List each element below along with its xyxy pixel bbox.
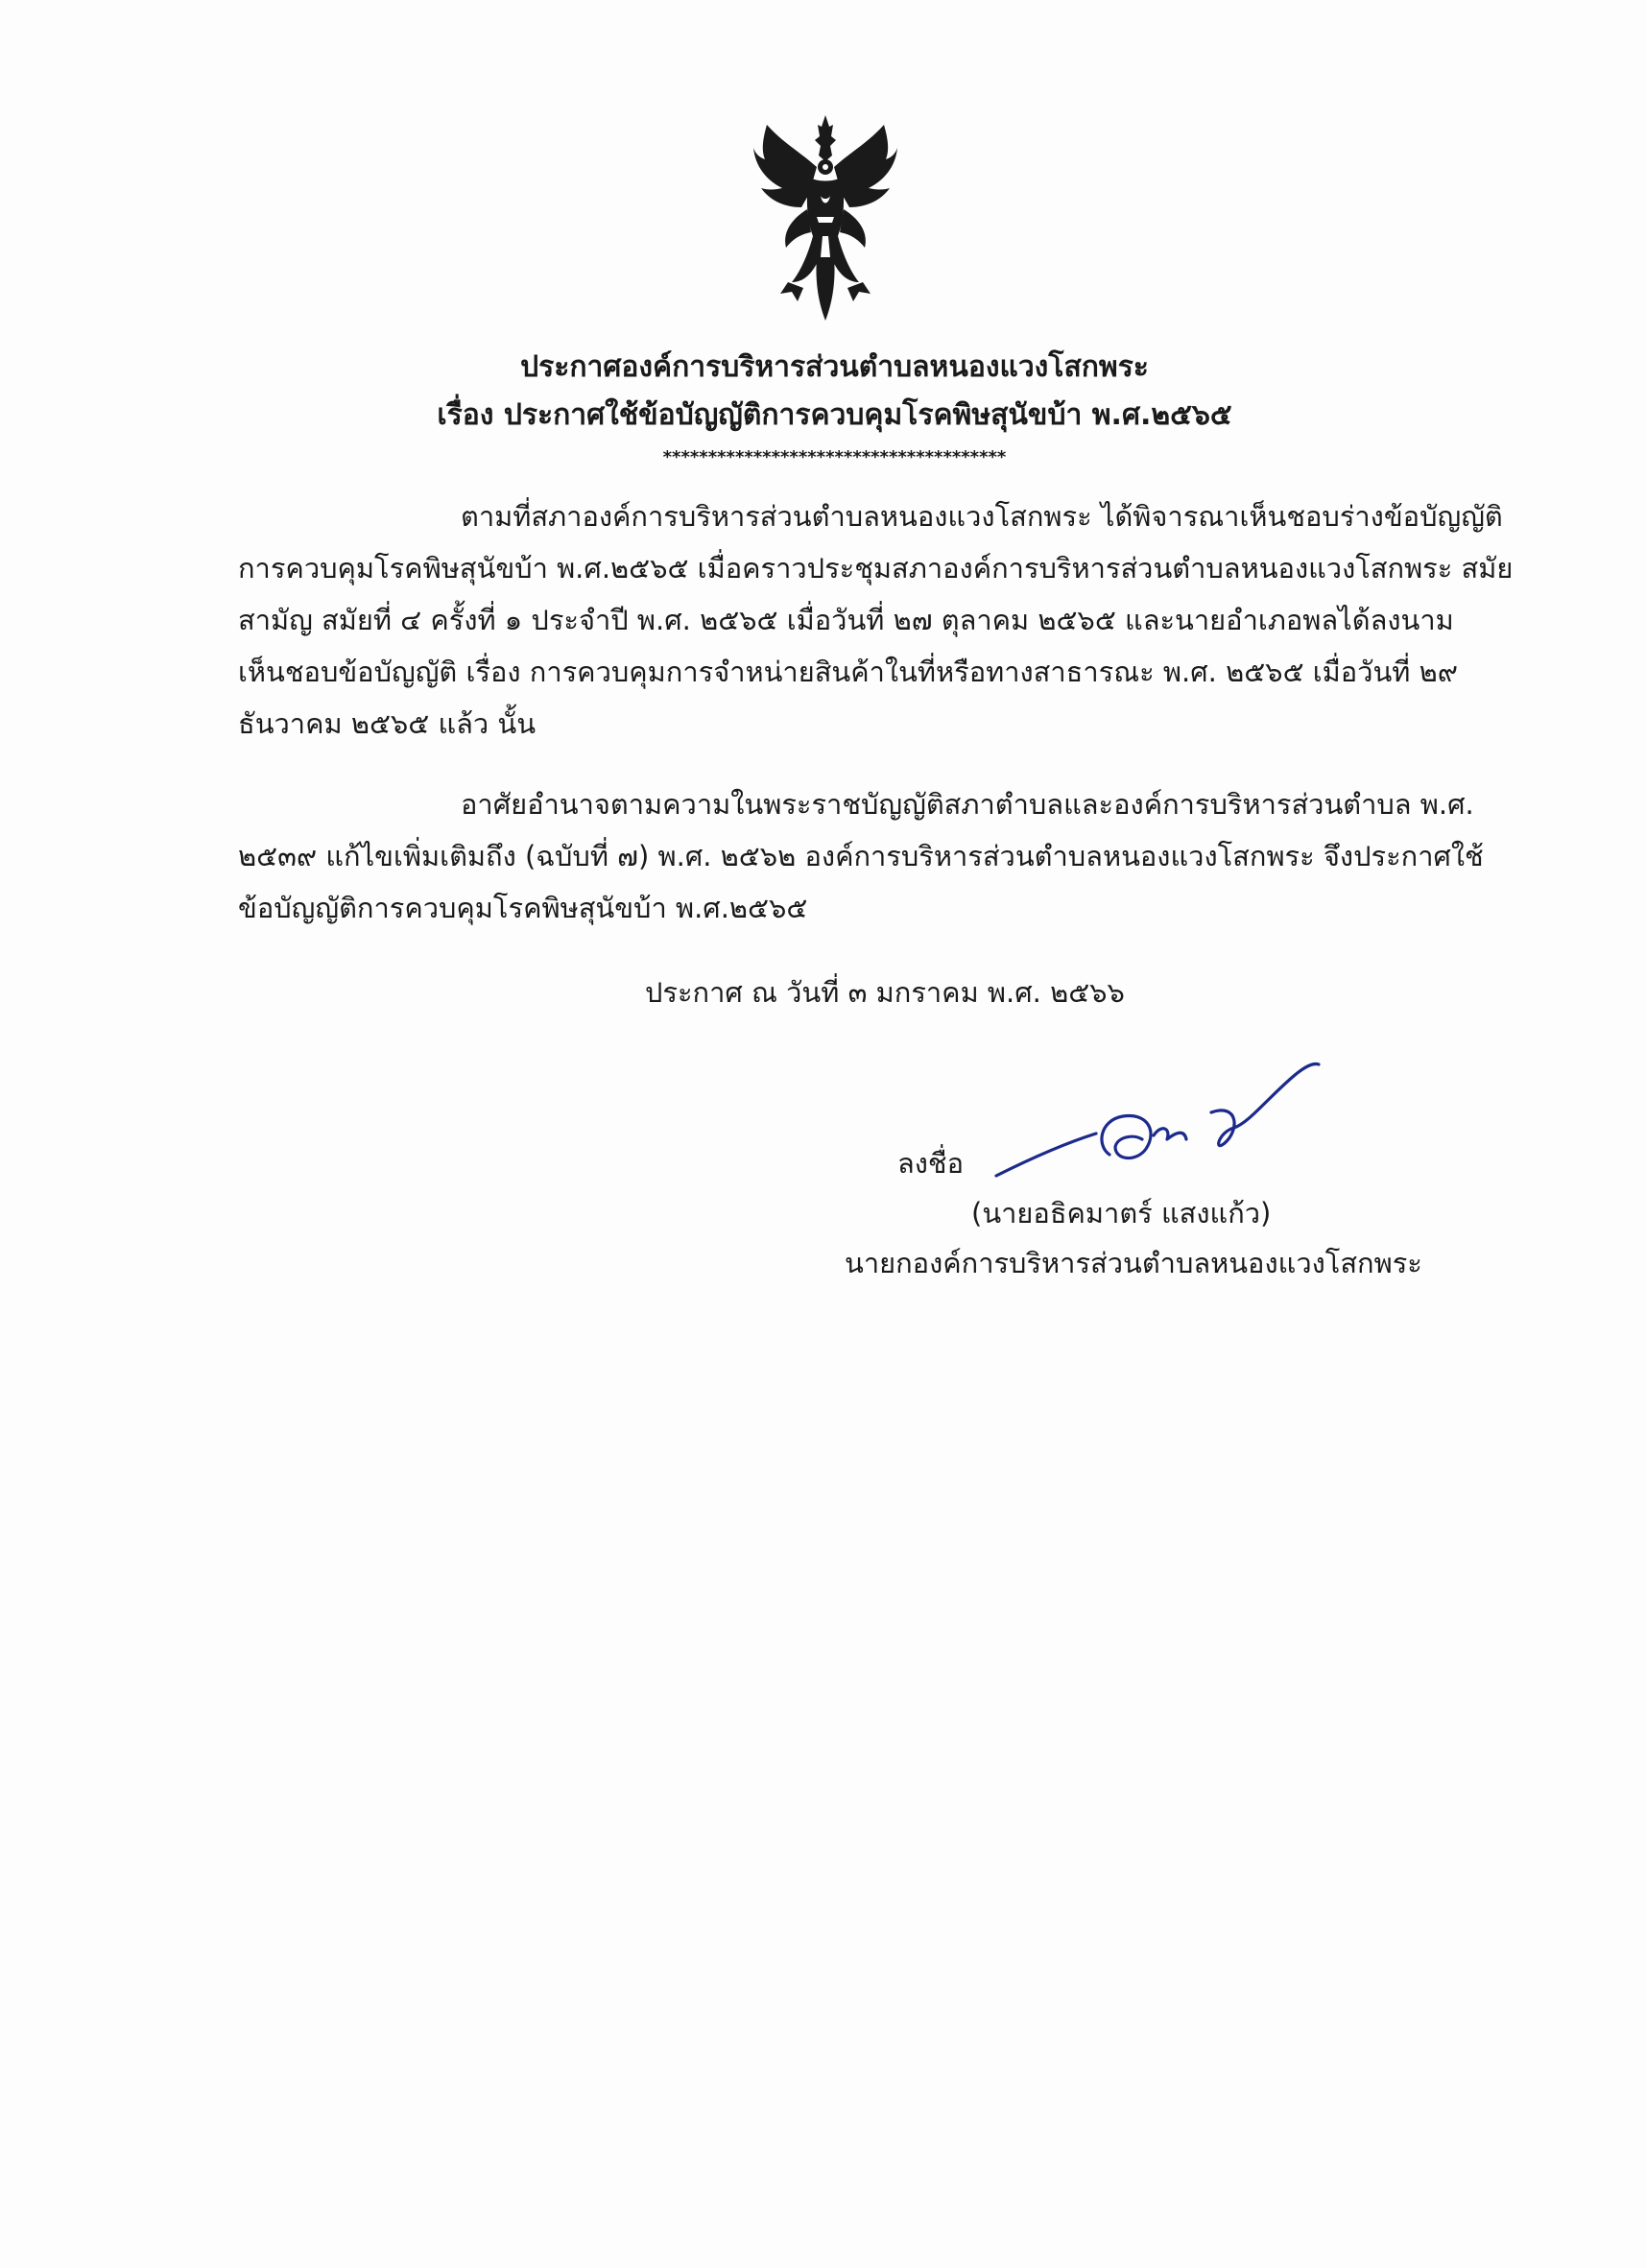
separator-line: ************************************** <box>662 447 1007 467</box>
signatory-position: นายกองค์การบริหารส่วนตำบลหนองแวงโสกพระ <box>845 1247 1422 1279</box>
paragraph-1-line-2: การควบคุมโรคพิษสุนัขบ้า พ.ศ.๒๕๖๕ เมื่อคราวประชุมสภาองค์การบริหารส่วนตำบลหนองแวงโสกพระ สมัย <box>238 552 1514 585</box>
paragraph-1-line-5: ธันวาคม ๒๕๖๕ แล้ว นั้น <box>238 707 537 740</box>
paragraph-2-line-1: อาศัยอำนาจตามความในพระราชบัญญัติสภาตำบลและองค์การบริหารส่วนตำบล พ.ศ. <box>461 788 1474 821</box>
signature-label: ลงชื่อ <box>897 1147 965 1180</box>
paragraph-1-line-3: สามัญ สมัยที่ ๔ ครั้งที่ ๑ ประจำปี พ.ศ. ๒๕๖๕ เมื่อวันที่ ๒๗ ตุลาคม ๒๕๖๕ และนายอำเภอพลได้ลงนาม <box>238 604 1454 636</box>
announcement-date: ประกาศ ณ วันที่ ๓ มกราคม พ.ศ. ๒๕๖๖ <box>645 976 1125 1009</box>
paragraph-2-line-2: ๒๕๓๙ แก้ไขเพิ่มเติมถึง (ฉบับที่ ๗) พ.ศ. ๒๕๖๒ องค์การบริหารส่วนตำบลหนองแวงโสกพระ จึงประกาศใช้ <box>238 840 1484 872</box>
announcement-subject: เรื่อง ประกาศใช้ข้อบัญญัติการควบคุมโรคพิษสุนัขบ้า พ.ศ.๒๕๖๕ <box>437 398 1232 432</box>
paragraph-2-line-3: ข้อบัญญัติการควบคุมโรคพิษสุนัขบ้า พ.ศ.๒๕๖๕ <box>238 892 808 924</box>
handwritten-signature <box>989 1061 1334 1195</box>
paragraph-1-line-1: ตามที่สภาองค์การบริหารส่วนตำบลหนองแวงโสกพระ ได้พิจารณาเห็นชอบร่างข้อบัญญัติ <box>461 500 1503 533</box>
paragraph-1-line-4: เห็นชอบข้อบัญญัติ เรื่อง การควบคุมการจำหน่ายสินค้าในที่หรือทางสาธารณะ พ.ศ. ๒๕๖๕ เมื่อวันที่ ๒๙ <box>238 656 1458 688</box>
signatory-name: (นายอธิคมาตร์ แสงแก้ว) <box>971 1197 1272 1229</box>
garuda-emblem-icon <box>753 113 897 322</box>
announcement-title: ประกาศองค์การบริหารส่วนตำบลหนองแวงโสกพระ <box>520 350 1149 384</box>
